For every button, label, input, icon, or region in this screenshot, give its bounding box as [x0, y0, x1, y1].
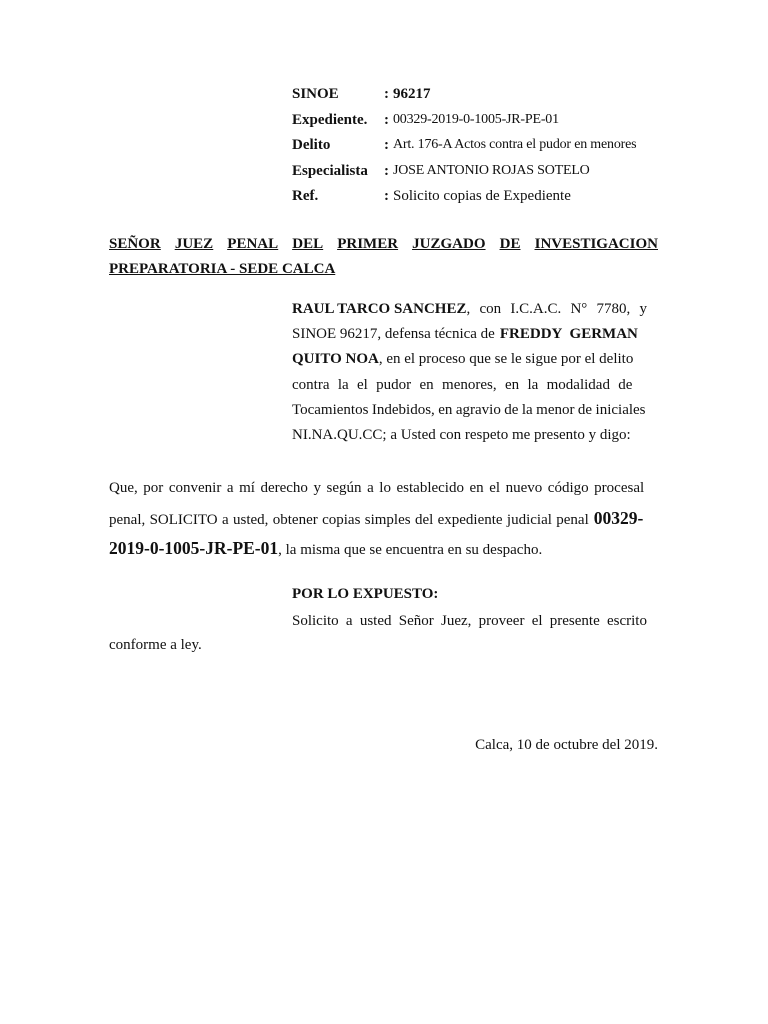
defendant-name: QUITO NOA — [292, 351, 379, 368]
header-row-expediente — [292, 110, 672, 136]
lawyer-name: RAUL TARCO SANCHEZ — [292, 301, 467, 317]
closing-heading: POR LO EXPUESTO: — [292, 586, 439, 602]
case-number: 00329- — [593, 508, 644, 528]
intro-line — [292, 423, 658, 448]
header-colon: : — [384, 86, 389, 102]
header-row-ref — [292, 186, 672, 212]
header-value: Solicito copias de Expediente — [393, 188, 571, 204]
intro-paragraph — [292, 297, 658, 448]
header-row-delito — [292, 135, 672, 161]
addressee-word: DEL — [292, 236, 324, 252]
header-row-especialista — [292, 161, 672, 187]
case-number: 2019-0-1005-JR-PE-01 — [109, 538, 279, 558]
closing-request: Solicito a usted Señor Juez, proveer el presente escrito — [292, 613, 647, 629]
addressee-line-1 — [109, 232, 658, 257]
request-paragraph — [109, 473, 658, 563]
header-label: Especialista — [292, 162, 368, 179]
request-line — [109, 533, 658, 563]
intro-line — [292, 322, 658, 347]
header-label: SINOE — [292, 86, 339, 102]
intro-text: NI.NA.QU.CC; a Usted con respeto me presento y digo: — [292, 426, 631, 443]
request-text: , la misma que se encuentra en su despacho. — [278, 542, 543, 558]
intro-text: contra la el pudor en menores, en la modalidad de — [292, 376, 633, 393]
intro-line — [292, 373, 658, 398]
header-value: Art. 176-A Actos contra el pudor en menores — [393, 137, 637, 152]
addressee-word: PRIMER — [337, 236, 399, 252]
intro-line — [292, 297, 658, 322]
intro-text: , con I.C.A.C. N° 7780, y — [466, 301, 648, 317]
signature-date: Calca, 10 de octubre del 2019. — [475, 737, 658, 753]
addressee-word: JUZGADO — [412, 236, 486, 252]
addressee-word: DE — [499, 236, 521, 252]
addressee-word: JUEZ — [174, 236, 214, 252]
intro-text: , en el proceso que se le sigue por el delito — [378, 351, 634, 368]
case-header — [292, 84, 672, 212]
request-text: Que, por convenir a mí derecho y según a lo establecido en el nuevo código procesal — [109, 480, 645, 496]
addressee-line-2: PREPARATORIA - SEDE CALCA — [109, 261, 336, 277]
closing-request-continued: conforme a ley. — [109, 637, 202, 653]
header-label: Ref. — [292, 188, 319, 204]
addressee-word: PENAL — [227, 236, 279, 252]
header-label: Delito — [292, 137, 331, 153]
addressee-word: SEÑOR — [109, 236, 161, 252]
header-label: Expediente. — [292, 111, 368, 128]
header-colon: : — [384, 111, 389, 128]
intro-line — [292, 347, 658, 372]
header-value: 96217 — [393, 86, 431, 102]
intro-text: SINOE 96217, defensa técnica de — [292, 326, 495, 343]
request-line — [109, 473, 658, 503]
intro-line — [292, 398, 658, 423]
header-value: JOSE ANTONIO ROJAS SOTELO — [393, 162, 590, 178]
header-colon: : — [384, 162, 389, 179]
request-line — [109, 503, 658, 533]
request-text: penal, SOLICITO a usted, obtener copias simples del expediente judicial penal — [109, 512, 589, 528]
addressee-word: INVESTIGACION — [534, 236, 658, 252]
header-colon: : — [384, 188, 389, 204]
intro-text: Tocamientos Indebidos, en agravio de la menor de iniciales — [292, 401, 646, 418]
header-value: 00329-2019-0-1005-JR-PE-01 — [393, 111, 559, 127]
header-colon: : — [384, 137, 389, 153]
header-row-sinoe — [292, 84, 672, 110]
defendant-name: FREDDY GERMAN — [499, 326, 638, 343]
addressee — [109, 232, 658, 282]
